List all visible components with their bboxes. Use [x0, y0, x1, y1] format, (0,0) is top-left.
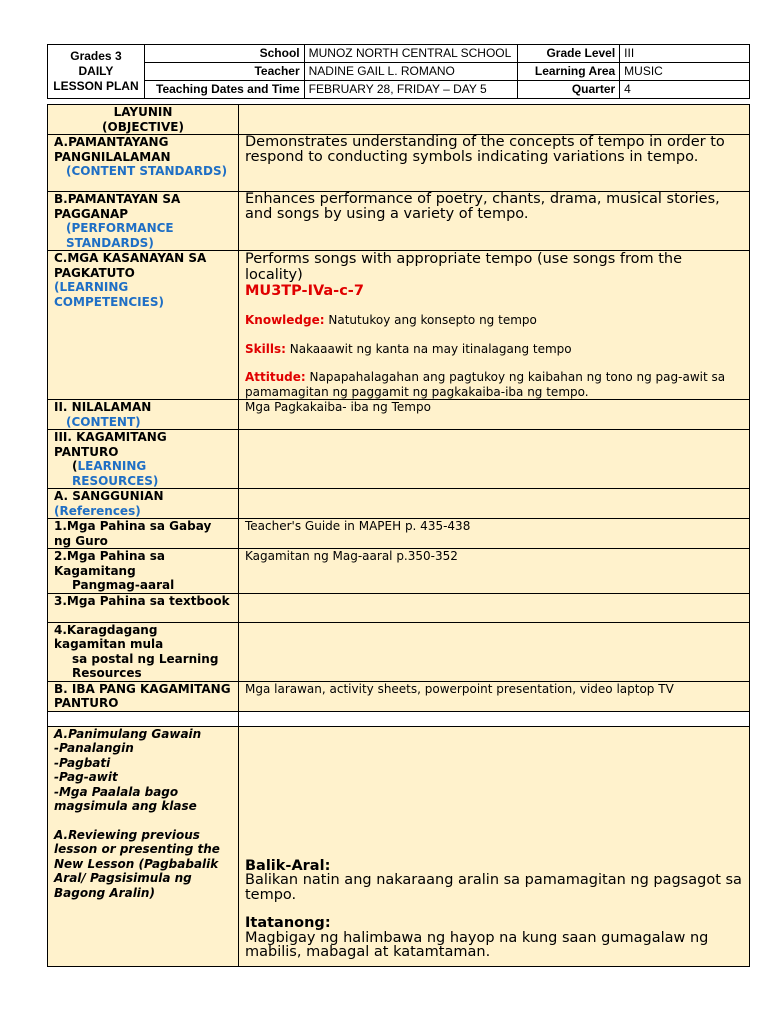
knowledge-line: Knowledge: Natutukoy ang konsepto ng tempo: [245, 313, 537, 327]
quarter-label: Quarter: [518, 81, 620, 99]
procedure-item: -Mga Paalala bago magsimula ang klase: [54, 784, 197, 813]
objective-heading: [48, 105, 239, 135]
objective-row: [48, 105, 750, 135]
teachers-guide-heading: 1.Mga Pahina sa Gabay ng Guro: [48, 519, 239, 549]
objective-title: LAYUNIN: [113, 105, 173, 119]
grade-level-value: III: [620, 45, 750, 63]
references-sub: (References): [54, 503, 141, 518]
other-resources-text: Mga larawan, activity sheets, powerpoint presentation, video laptop TV: [239, 681, 750, 711]
skills-line: Skills: Nakaaawit ng kanta na may itinalagang tempo: [245, 341, 572, 356]
school-label: School: [144, 45, 304, 63]
spacer-row: [48, 711, 750, 726]
content-standards-sub: (CONTENT STANDARDS): [66, 164, 228, 178]
review-title: A.Reviewing previous lesson or presenting the New Lesson (Pagbabalik Aral/ Pagsisimula ng Bagong Aralin): [54, 827, 220, 900]
procedure-item: -Panalangin: [54, 741, 134, 755]
resources-title: III. KAGAMITANG PANTURO: [54, 430, 167, 459]
teacher-label: Teacher: [144, 63, 304, 81]
procedure-item: -Pag-awit: [54, 770, 118, 784]
references-cell: [239, 489, 750, 519]
learners-material-title-1: 2.Mga Pahina sa Kagamitang: [54, 549, 165, 578]
content-sub: (CONTENT): [66, 414, 141, 429]
procedure-item: -Pagbati: [54, 755, 111, 770]
knowledge-label: Knowledge: [245, 313, 320, 327]
competencies-sub: (LEARNING COMPETENCIES): [54, 280, 164, 309]
procedure-cell: [239, 726, 750, 966]
additional-resources-title-2: sa postal ng Learning Resources: [72, 651, 219, 680]
attitude-line: Attitude: Napapahalagahan ang pagtukoy ng kaibahan ng tono ng pag-awit sa pamamagitan ng paggamit ng pagkakaiba-iba ng tempo.: [245, 370, 726, 399]
other-resources-heading: B. IBA PANG KAGAMITANG PANTURO: [48, 681, 239, 711]
content-standards-text: Demonstrates understanding of the concepts of tempo in order to respond to conducting symbols indicating variations in tempo.: [239, 135, 750, 192]
header-table: [47, 44, 750, 99]
performance-standards-sub: (PERFORMANCE STANDARDS): [66, 221, 174, 250]
textbook-row: [48, 593, 750, 622]
spacer-cell-left: [48, 711, 239, 726]
performance-standards-heading: [48, 192, 239, 251]
learners-material-text: Kagamitan ng Mag-aaral p.350-352: [239, 549, 750, 594]
resources-heading: [48, 430, 239, 489]
procedure-heading: [48, 726, 239, 966]
skills-label: Skills: [245, 341, 282, 356]
additional-resources-cell: [239, 622, 750, 681]
competency-code: MU3TP-IVa-c-7: [245, 283, 364, 299]
content-standards-row: [48, 135, 750, 192]
procedure-intro: A.Panimulang Gawain: [54, 726, 202, 741]
grade-title: [48, 45, 145, 99]
content-heading: [48, 400, 239, 430]
dates-label: Teaching Dates and Time: [144, 81, 304, 99]
grade-line2: DAILY: [78, 64, 114, 78]
resources-sub-open: (: [72, 459, 78, 473]
teacher-value: NADINE GAIL L. ROMANO: [304, 63, 518, 81]
balik-aral-title: Balik-Aral:: [245, 857, 331, 874]
grade-line1: Grades 3: [70, 49, 122, 63]
performance-standards-title: B.PAMANTAYAN SA PAGGANAP: [54, 192, 181, 221]
objective-cell: [239, 105, 750, 135]
resources-sub: LEARNING RESOURCES): [72, 459, 159, 488]
learners-material-title-2: Pangmag-aaral: [72, 578, 175, 592]
itatanong-title: Itatanong:: [245, 915, 331, 931]
competencies-heading: [48, 251, 239, 400]
spacer-cell-right: [239, 711, 750, 726]
content-standards-heading: [48, 135, 239, 192]
resources-row: [48, 430, 750, 489]
quarter-value: 4: [620, 81, 750, 99]
references-row: [48, 489, 750, 519]
references-title: A. SANGGUNIAN: [54, 489, 164, 503]
competencies-row: [48, 251, 750, 400]
content-row: [48, 400, 750, 430]
additional-resources-heading: [48, 622, 239, 681]
teachers-guide-row: [48, 519, 750, 549]
content-title: II. NILALAMAN: [54, 400, 152, 414]
objective-sub: (OBJECTIVE): [102, 119, 184, 134]
other-resources-row: [48, 681, 750, 711]
competencies-text: Performs songs with appropriate tempo (use songs from the locality): [245, 251, 683, 283]
learning-area-value: MUSIC: [620, 63, 750, 81]
teachers-guide-text: Teacher's Guide in MAPEH p. 435-438: [239, 519, 750, 549]
performance-standards-row: [48, 192, 750, 251]
additional-resources-row: [48, 622, 750, 681]
lesson-plan-table: [47, 104, 750, 967]
learning-area-label: Learning Area: [518, 63, 620, 81]
competencies-cell: [239, 251, 750, 400]
textbook-cell: [239, 593, 750, 622]
grade-line3: LESSON PLAN: [53, 79, 139, 93]
content-standards-title: A.PAMANTAYANG PANGNILALAMAN: [54, 135, 171, 164]
grade-level-label: Grade Level: [518, 45, 620, 63]
content-text: Mga Pagkakaiba- iba ng Tempo: [239, 400, 750, 430]
dates-value: FEBRUARY 28, FRIDAY – DAY 5: [304, 81, 518, 99]
balik-aral-text: Balikan natin ang nakaraang aralin sa pamamagitan ng pagsagot sa tempo.: [245, 872, 742, 903]
learners-material-row: [48, 549, 750, 594]
textbook-heading: 3.Mga Pahina sa textbook: [48, 593, 239, 622]
learners-material-heading: [48, 549, 239, 594]
itatanong-text: Magbigay ng halimbawa ng hayop na kung saan gumagalaw ng mabilis, mabagal at katamtaman.: [245, 929, 709, 960]
attitude-text: Napapahalagahan ang pagtukoy ng kaibahan ng tono ng pag-awit sa pamamagitan ng paggamit ng pagkakaiba-iba ng tempo.: [245, 370, 726, 399]
school-value: MUNOZ NORTH CENTRAL SCHOOL: [304, 45, 518, 63]
attitude-label: Attitude: [245, 370, 301, 384]
performance-standards-text: Enhances performance of poetry, chants, drama, musical stories, and songs by using a variety of tempo.: [239, 192, 750, 251]
procedure-row: [48, 726, 750, 966]
skills-text: Nakaaawit ng kanta na may itinalagang tempo: [285, 341, 572, 356]
references-heading: [48, 489, 239, 519]
knowledge-text: Natutukoy ang konsepto ng tempo: [324, 313, 537, 327]
additional-resources-title-1: 4.Karagdagang kagamitan mula: [54, 622, 164, 651]
resources-cell: [239, 430, 750, 489]
competencies-title: C.MGA KASANAYAN SA PAGKATUTO: [54, 251, 207, 280]
